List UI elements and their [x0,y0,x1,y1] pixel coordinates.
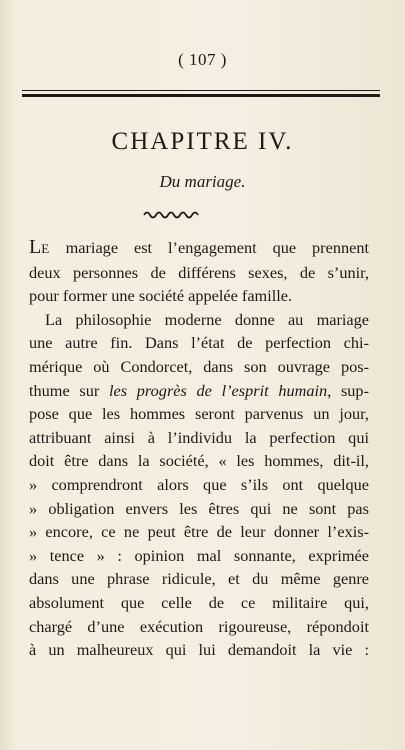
line-4-prefix: thume sur [29,380,109,400]
paragraph-2-line-6: attribuant ainsi à l’individu la perfection qui [29,427,369,447]
paragraph-2-line-12: dans une phrase ridicule, et du même genre [29,569,369,589]
paragraph-2-line-4 [29,379,369,403]
paragraph-2-line-1: La philosophie moderne donne au mariage [45,309,369,329]
paragraph-1-line-3: pour former une société appelée famille. [29,286,293,306]
drop-cap-rest: E [41,241,50,256]
paragraph-2-line-10: » encore, ce ne peut être de leur donner l’exis- [29,522,369,542]
paragraph-1-line-1 [29,236,369,261]
paragraph-2-line-7: doit être dans la société, « les hommes, dit-il, [29,451,369,471]
header-rule-thick [22,94,380,97]
page-number: ( 107 ) [178,50,227,69]
paragraph-2-line-8: » comprendront alors que s’ils ont quelque [29,474,369,494]
line-4-suffix: , sup- [327,380,369,400]
header-rule-thin [22,90,380,91]
paragraph-2-line-2: une autre fin. Dans l’état de perfection chi- [29,333,369,353]
paragraph-2-line-13: absolument que celle de ce militaire qui, [29,592,369,612]
wavy-ornament [142,209,202,219]
paragraph-2-line-14: chargé d’une exécution rigoureuse, répondoit [29,616,369,636]
chapter-subtitle: Du mariage. [159,172,246,191]
paragraph-2-line-11: » tence » : opinion mal sonnante, exprimée [29,545,369,565]
paragraph-2-line-15: à un malheureux qui lui demandoit la vie : [29,640,369,660]
body-text [29,236,369,662]
paragraph-1-text: mariage est l’engagement que prennent [49,238,369,257]
book-title-italic: les progrès de l’esprit humain [109,380,328,400]
paragraph-2-line-9: » obligation envers les êtres qui ne sont pas [29,498,369,518]
paragraph-2-line-3: mérique où Condorcet, dans son ouvrage pos- [29,356,369,376]
paragraph-1-line-2: deux personnes de différens sexes, de s’unir, [29,262,369,282]
chapter-title: CHAPITRE IV. [111,128,294,155]
drop-cap: L [29,236,42,258]
paragraph-2-line-5: pose que les hommes seront parvenus un jour, [29,404,369,424]
